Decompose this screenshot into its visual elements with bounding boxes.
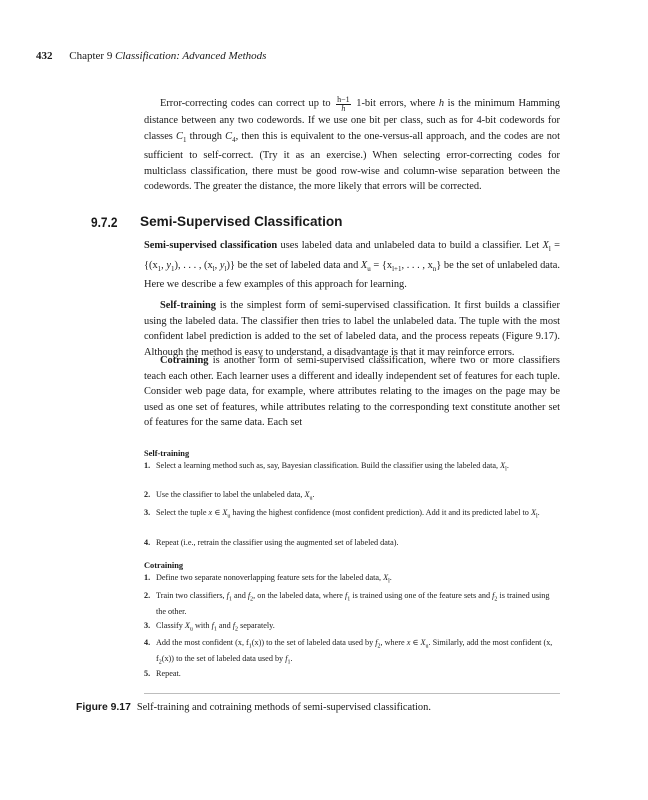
cotraining-paragraph: Cotraining is another form of semi-supervised classification, where two or more classifiers teach each other. Each learner uses a different and ideally independent set of features for each tuple. Consider web page data, for example, where attributes relating to the images on the page may be used as one set of features, while attributes relating to the corresponding text constitute another set of features for the same data. Each set [144,355,560,429]
intro-paragraph: Error-correcting codes can correct up to $\frac{h-1}{h}$ 1-bit errors, where h is the minimum Hamming distance between any two codewords. If we use one bit per class, such as for 4-bit codewords for classes $C_1$ through $C_4$, then this is equivalent to the one-versus-all approach, and the codes are not sufficient to self-correct. (Try it as an exercise.) When selecting error-correcting codes for multiclass classification, there must be good row-wise and column-wise separation between the codewords. The greater the distance, the more likely that errors will be corrected. [144,95,561,193]
figure-caption [76,702,431,713]
figure-cotraining-step-4: 4. Add the most confident (x, $f_1(x)$) to the set of labeled data used by $f_2$, where x ∈ $X_u$. Similarly, add the most confident (x, $f_2(x)$) to the set of labeled data used by $f_1$. [144,638,553,666]
figure-cotraining-heading: Cotraining [144,561,184,570]
figure-caption-label: Figure 9.17 [76,702,131,713]
figure-self-training-step-4: 4. Repeat (i.e., retrain the classifier using the augmented set of labeled data). [144,538,399,547]
section-title: Semi-Supervised Classification [140,214,343,229]
figure-cotraining-step-1: 1. Define two separate nonoverlapping feature sets for the labeled data, $X_l$. [144,573,392,585]
self-training-paragraph: Self-training is the simplest form of semi-supervised classification. It first builds a classifier using the labeled data. The classifier then tries to label the unlabeled data. The tuple with the most confident label prediction is added to the set of labeled data, and the process repeats (Figure 9.17). Although the method is easy to understand, a disadvantage is that it may reinforce errors. [144,300,560,358]
figure-caption-text: Self-training and cotraining methods of semi-supervised classification. [136,702,431,713]
running-head [36,50,266,62]
figure-cotraining-step-2: 2. Train two classifiers, $f_1$ and $f_2$, on the labeled data, where $f_1$ is trained using one of the feature sets and $f_2$ is trained using the other. [144,591,550,616]
figure-cotraining-step-3: 3. Classify $X_u$ with $f_1$ and $f_2$ separately. [144,621,275,633]
page-number: 432 [36,50,53,62]
chapter-label: Chapter 9 [69,50,113,62]
fraction-h-minus-1-over-h: $\frac{h-1}{h}$ [337,95,350,113]
figure-self-training-step-1: 1. Select a learning method such as, say, Bayesian classification. Build the classifier using the labeled data, $X_l$. [144,461,509,473]
figure-self-training-heading: Self-training [144,449,190,458]
figure-self-training-step-3: 3. Select the tuple x ∈ $X_u$ having the highest confidence (most confident prediction). Add it and its predicted label to $X_l$. [144,508,540,520]
figure-cotraining-step-5: 5. Repeat. [144,669,181,678]
figure-self-training-step-2: 2. Use the classifier to label the unlabeled data, $X_u$. [144,490,315,502]
chapter-title: Classification: Advanced Methods [115,50,267,62]
section-number: 9.7.2 [91,214,118,230]
figure-rule [144,693,560,694]
semi-supervised-paragraph: Semi-supervised classification uses labeled data and unlabeled data to build a classifier. Let $X_l = \{(x_1$, $y_1$), . . . , ($x_l$, $y_l$)} be the set of labeled data and $X_u = \{x_{l+1}$, . . . , $x_n$} be the set of unlabeled data. Here we describe a few examples of this approach for learning. [144,240,560,291]
